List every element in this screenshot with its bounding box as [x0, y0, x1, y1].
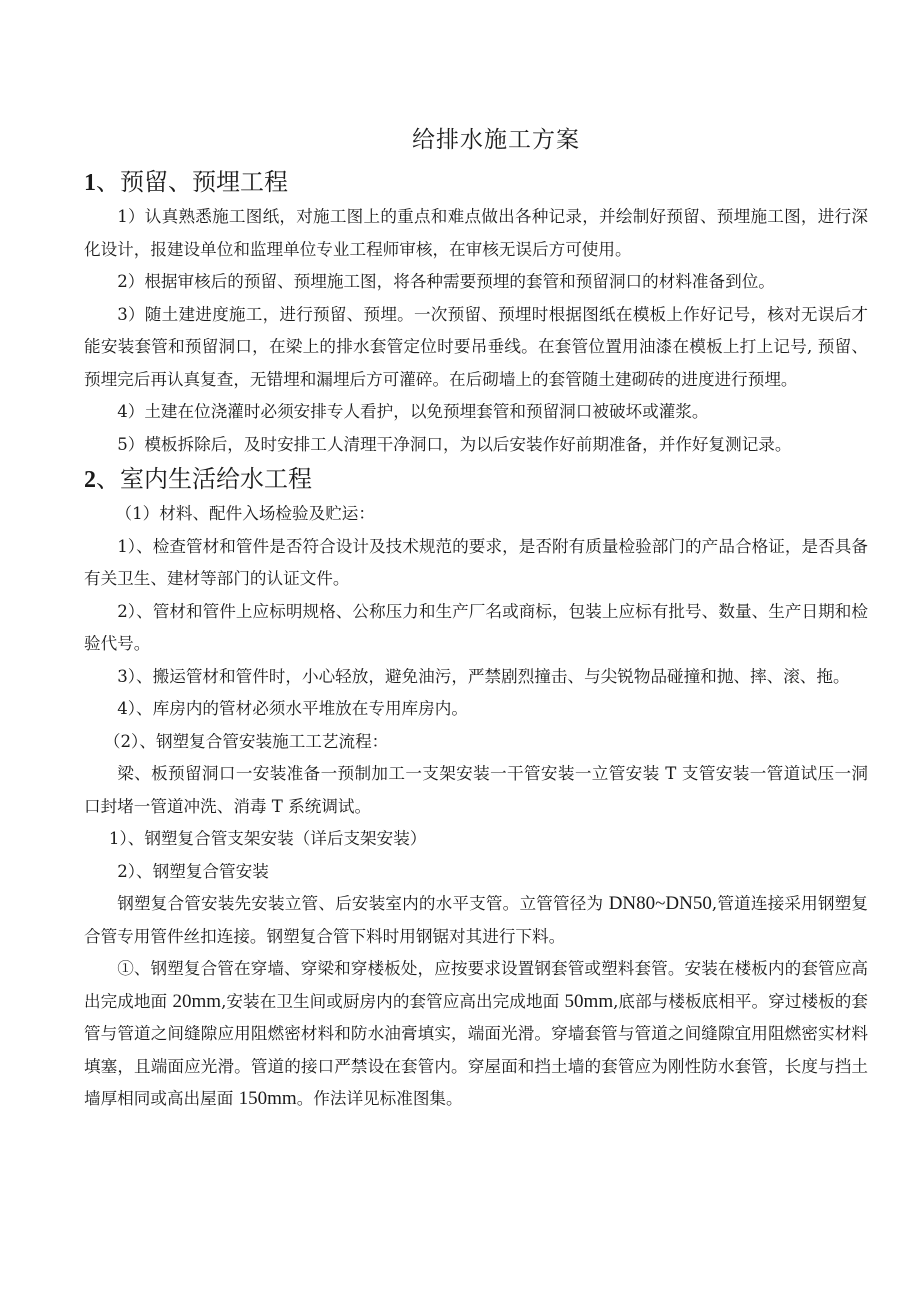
- paragraph: [84, 953, 868, 1116]
- paragraph: 2）根据审核后的预留、预埋施工图，将各种需要预埋的套管和预留洞口的材料准备到位。: [117, 272, 775, 291]
- section-heading-2: [84, 461, 868, 498]
- paragraph: 4）、库房内的管材必须水平堆放在专用库房内。: [117, 699, 468, 718]
- measurement-value: 50mm: [564, 990, 614, 1012]
- paragraph: 4）土建在位浇灌时必须安排专人看护，以免预埋套管和预留洞口被破坏或灌浆。: [117, 402, 709, 421]
- paragraph: 2）、管材和管件上应标明规格、公称压力和生产厂名或商标，包装上应标有批号、数量、生产日期和检验代号。: [84, 601, 868, 653]
- measurement-value: 150mm: [238, 1088, 297, 1109]
- paragraph: 5）模板拆除后，及时安排工人清理干净洞口，为以后安装作好前期准备，并作好复测记录。: [117, 434, 792, 454]
- section-number: 1: [84, 170, 96, 196]
- section-heading-text: 、预留、预埋工程: [96, 168, 288, 196]
- text-run: 。作法详见标准图集。: [296, 1089, 463, 1108]
- document-title: 给排水施工方案: [412, 127, 580, 153]
- subsection-title: （1）材料、配件入场检验及贮运：: [115, 504, 375, 523]
- section-heading-text: 、室内生活给水工程: [96, 465, 312, 493]
- text-run: 钢塑复合管安装先安装立管、后安装室内的水平支管。立管管径为: [117, 894, 609, 913]
- measurement-value: 20mm: [172, 990, 222, 1012]
- process-flow-paragraph: 梁、板预留洞口一安装准备一预制加工一支架安装一干管安装一立管安装 T 支管安装一管道试压一洞口封堵一管道冲洗、消毒 T 系统调试。: [84, 764, 868, 816]
- section-number: 2: [84, 467, 96, 493]
- section-heading-1: [84, 164, 868, 201]
- subsection-title: （2）、钢塑复合管安装施工工艺流程：: [103, 731, 389, 751]
- text-run: ,管道连接采用钢塑复合管专用管件丝扣连接。钢塑复合管下料时用钢锯对其进行下料。: [84, 894, 868, 946]
- paragraph: 2）、钢塑复合管安装: [117, 861, 269, 881]
- text-run: ①、钢塑复合管在穿墙、穿梁和穿楼板处，应按要求设置钢套管或塑料套管。安装在楼板内的套管应高出完成地面: [84, 959, 868, 1011]
- paragraph: 1）、检查管材和管件是否符合设计及技术规范的要求，是否附有质量检验部门的产品合格证，是否具备有关卫生、建材等部门的认证文件。: [84, 536, 868, 588]
- paragraph: 3）随土建进度施工，进行预留、预埋。一次预留、预埋时根据图纸在模板上作好记号，核对无误后才能安装套管和预留洞口，在梁上的排水套管定位时要吊垂线。在套管位置用油漆在模板上打上记号, 预留、预埋完后再认真复查，无错埋和漏埋后方可灌碎。在后砌墙上的套管随土建砌砖的进度进行预埋。: [84, 304, 868, 389]
- text-run: ,安装在卫生间或厨房内的套管应高出完成地面: [221, 991, 565, 1011]
- pipe-diameter-value: DN80~DN50: [608, 893, 712, 914]
- paragraph: 3）、搬运管材和管件时，小心轻放，避免油污，严禁剧烈撞击、与尖锐物品碰撞和抛、摔、滚、拖。: [117, 666, 850, 686]
- paragraph: 1）、钢塑复合管支架安装（详后支架安装）: [108, 829, 427, 848]
- paragraph: [84, 888, 868, 953]
- paragraph: 1）认真熟悉施工图纸，对施工图上的重点和难点做出各种记录，并绘制好预留、预埋施工图，进行深化设计，报建设单位和监理单位专业工程师审核，在审核无误后方可使用。: [84, 207, 868, 259]
- text-run: ,底部与楼板底相平。穿过楼板的套管与管道之间缝隙应用阻燃密材料和防水油膏填实，端面光滑。穿墙套管与管道之间缝隙宜用阻燃密实材料填塞，且端面应光滑。管道的接口严禁设在套管内。穿屋面和挡土墙的套管应为刚性防水套管，长度与挡土墙厚相同或高出屋面: [84, 991, 868, 1108]
